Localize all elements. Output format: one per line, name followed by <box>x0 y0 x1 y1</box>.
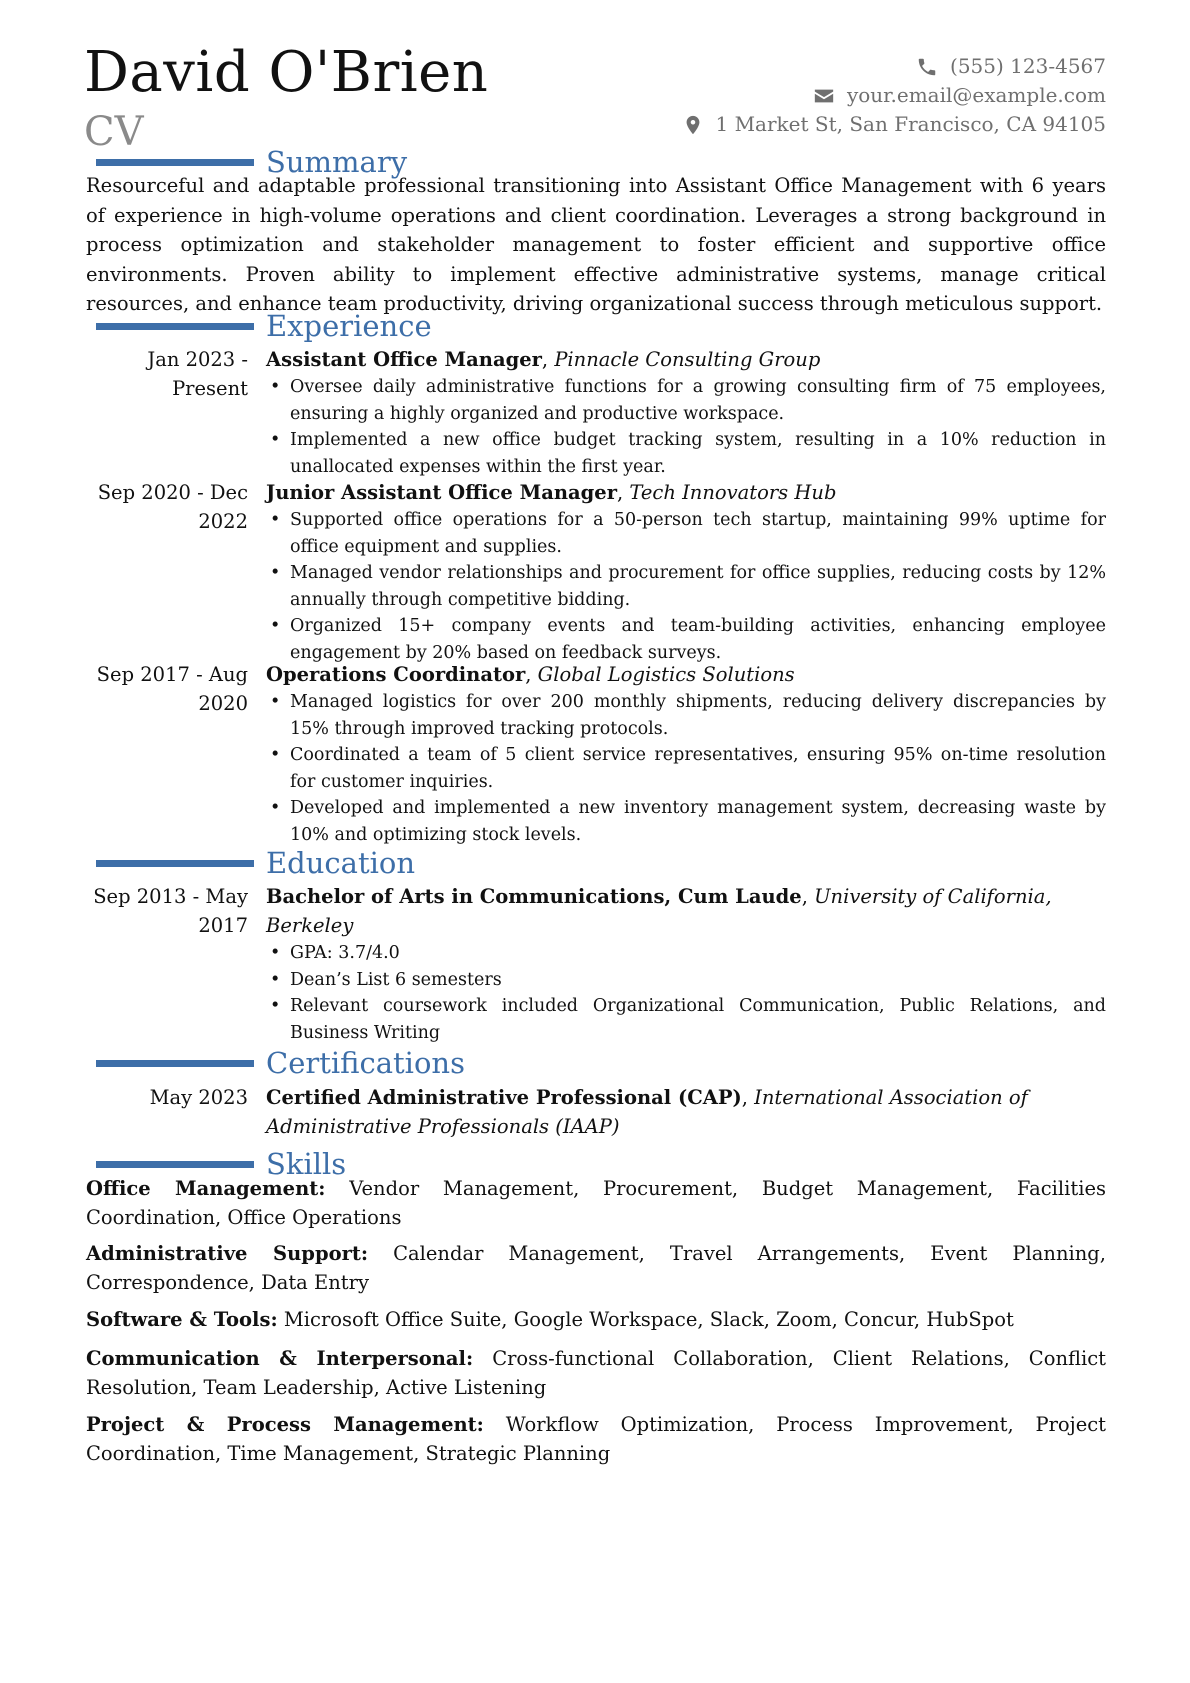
entry-bullets <box>266 689 1106 848</box>
contact-email <box>682 81 1107 110</box>
skill-category: Project & Process Management: <box>86 1413 484 1436</box>
entry-organization: University of California, Berkeley <box>266 885 1052 937</box>
bullet-item: • Dean’s List 6 semesters <box>290 967 1106 994</box>
entry-bullets <box>266 940 1106 1046</box>
section-accent-bar <box>96 323 254 330</box>
bullet-item: • Organized 15+ company events and team-building activities, enhancing employee engagement by 20% based on feedback surveys. <box>290 613 1106 666</box>
bullet-item: • Implemented a new office budget tracking system, resulting in a 10% reduction in unallocated expenses within the first year. <box>290 427 1106 480</box>
phone-text: (555) 123-4567 <box>950 54 1106 78</box>
entry-heading: Operations Coordinator, Global Logistics Solutions <box>266 663 795 686</box>
section-title: Certifications <box>266 1046 465 1080</box>
entry-body <box>266 660 1106 848</box>
skill-line <box>86 1305 1106 1334</box>
entry-heading: Certified Administrative Professional (CAP), International Association of Administrative Professionals (IAAP) <box>266 1086 1028 1138</box>
map-pin-icon <box>682 114 704 136</box>
entry-date: May 2023 <box>149 1086 248 1109</box>
person-name: David O'Brien <box>84 40 489 105</box>
entry-date: Sep 2020 - Dec 2022 <box>97 481 248 533</box>
bullet-item: • Oversee daily administrative functions for a growing consulting firm of 75 employees, ensuring a highly organized and productive workspace. <box>290 374 1106 427</box>
entry-organization: Global Logistics Solutions <box>537 663 795 686</box>
entry-title: Junior Assistant Office Manager <box>266 481 617 504</box>
entry-title: Certified Administrative Professional (CAP) <box>266 1086 742 1109</box>
skill-line <box>86 1239 1106 1297</box>
section-accent-bar <box>96 1161 254 1168</box>
bullet-item: • GPA: 3.7/4.0 <box>290 940 1106 967</box>
section-title: Education <box>266 846 416 880</box>
envelope-icon <box>813 85 835 107</box>
entry-heading: Bachelor of Arts in Communications, Cum Laude, University of California, Berkeley <box>266 885 1052 937</box>
skill-items: Calendar Management, Travel Arrangements, Event Planning, Correspondence, Data Entry <box>86 1242 1106 1294</box>
skill-category: Administrative Support: <box>86 1242 369 1265</box>
skill-items: Microsoft Office Suite, Google Workspace, Slack, Zoom, Concur, HubSpot <box>283 1308 1014 1331</box>
skill-items: Vendor Management, Procurement, Budget Management, Facilities Coordination, Office Operations <box>86 1177 1106 1229</box>
entry-title: Assistant Office Manager <box>266 348 542 371</box>
skill-category: Communication & Interpersonal: <box>86 1347 474 1370</box>
email-text: your.email@example.com <box>846 83 1106 107</box>
entry-body <box>266 1083 1106 1141</box>
entry-organization: International Association of Administrative Professionals (IAAP) <box>266 1086 1028 1138</box>
section-accent-bar <box>96 860 254 867</box>
skill-items: Workflow Optimization, Process Improvement, Project Coordination, Time Management, Strategic Planning <box>86 1413 1107 1465</box>
bullet-item: • Supported office operations for a 50-person tech startup, maintaining 99% uptime for office equipment and supplies. <box>290 507 1106 560</box>
bullet-item: • Relevant coursework included Organizational Communication, Public Relations, and Business Writing <box>290 993 1106 1046</box>
contact-block <box>682 52 1107 139</box>
section-accent-bar <box>96 159 254 166</box>
contact-address <box>682 110 1107 139</box>
bullet-item: • Managed vendor relationships and procurement for office supplies, reducing costs by 12% annually through competitive bidding. <box>290 560 1106 613</box>
bullet-item: • Developed and implemented a new inventory management system, decreasing waste by 10% and optimizing stock levels. <box>290 795 1106 848</box>
bullet-item: • Managed logistics for over 200 monthly shipments, reducing delivery discrepancies by 15% through improved tracking protocols. <box>290 689 1106 742</box>
section-title: Skills <box>266 1147 347 1181</box>
address-text: 1 Market St, San Francisco, CA 94105 <box>715 112 1106 136</box>
entry-body <box>266 478 1106 666</box>
skill-category: Software & Tools: <box>86 1308 278 1331</box>
entry-bullets <box>266 374 1106 480</box>
section-accent-bar <box>96 1060 254 1067</box>
entry-title: Bachelor of Arts in Communications, Cum Laude <box>266 885 802 908</box>
bullet-item: • Coordinated a team of 5 client service representatives, ensuring 95% on-time resolution for customer inquiries. <box>290 742 1106 795</box>
skill-category: Office Management: <box>86 1177 326 1200</box>
entry-organization: Tech Innovators Hub <box>629 481 837 504</box>
entry-date: Jan 2023 - Present <box>147 348 248 400</box>
entry-heading: Assistant Office Manager, Pinnacle Consulting Group <box>266 348 821 371</box>
entry-organization: Pinnacle Consulting Group <box>554 348 821 371</box>
entry-heading: Junior Assistant Office Manager, Tech Innovators Hub <box>266 481 837 504</box>
phone-icon <box>916 56 938 78</box>
contact-phone <box>682 52 1107 81</box>
entry-body <box>266 345 1106 480</box>
entry-body <box>266 882 1106 1046</box>
section-title: Summary <box>266 145 408 179</box>
entry-date: Sep 2017 - Aug 2020 <box>96 663 248 715</box>
document-subtitle: CV <box>84 109 144 155</box>
entry-title: Operations Coordinator <box>266 663 526 686</box>
skill-line <box>86 1410 1106 1468</box>
skill-items: Cross-functional Collaboration, Client Relations, Conflict Resolution, Team Leadership, Active Listening <box>86 1347 1106 1399</box>
section-title: Experience <box>266 309 432 343</box>
skill-line <box>86 1174 1106 1232</box>
entry-date: Sep 2013 - May 2017 <box>93 885 248 937</box>
skill-line <box>86 1344 1106 1402</box>
entry-bullets <box>266 507 1106 666</box>
summary-text: Resourceful and adaptable professional transitioning into Assistant Office Management with 6 years of experience in high-volume operations and client coordination. Leverages a strong background in process optimization and stakeholder management to foster efficient and supportive office environments. Proven ability to implement effective administrative systems, manage critical resources, and enhance team productivity, driving organizational success through meticulous support. <box>86 174 1106 315</box>
